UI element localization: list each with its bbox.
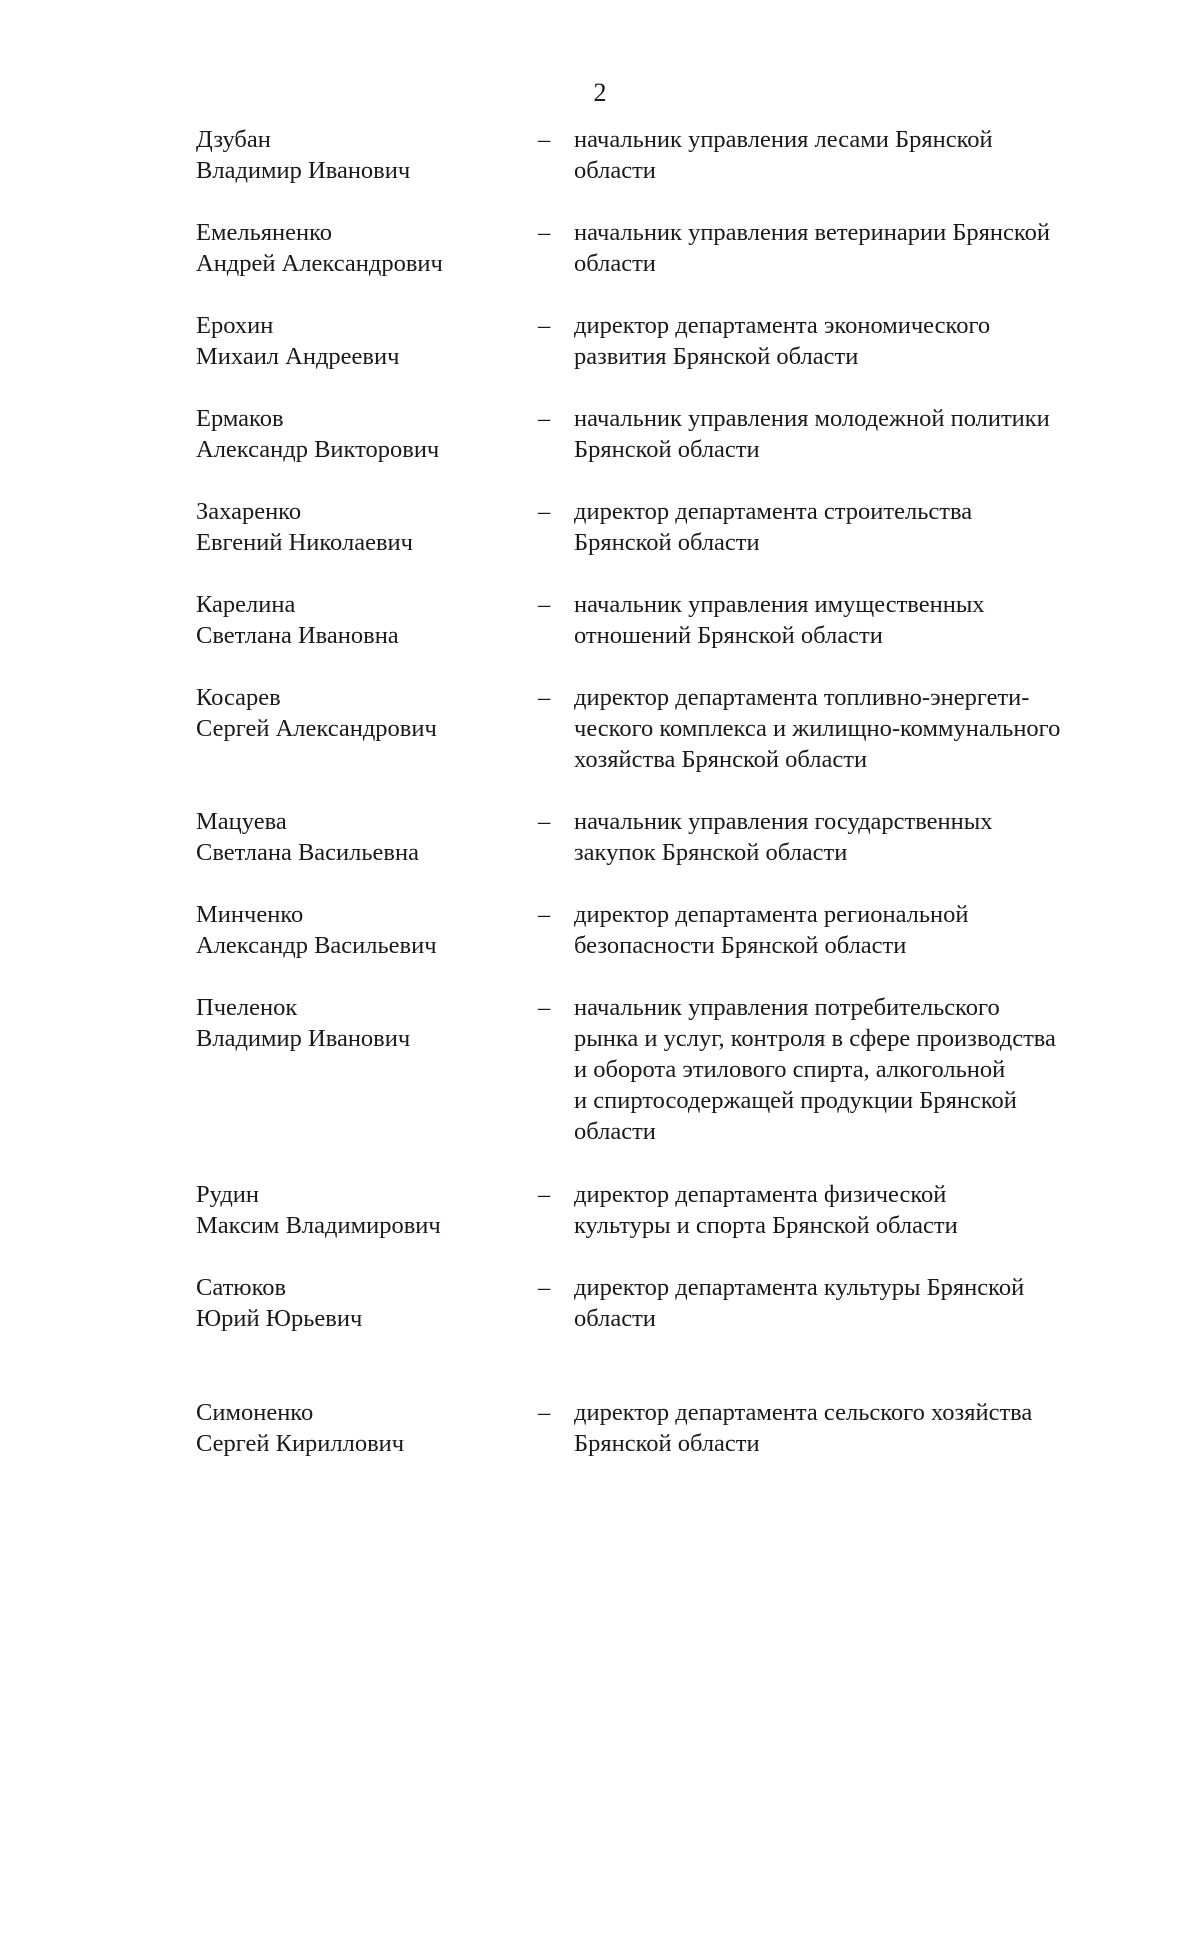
position-title bbox=[574, 589, 1114, 651]
surname: Емельяненко bbox=[196, 219, 333, 246]
position-title bbox=[574, 1179, 1114, 1241]
dash-separator: – bbox=[538, 312, 551, 339]
position-line: и спиртосодержащей продукции Брянской bbox=[574, 1087, 1017, 1114]
dash-separator: – bbox=[538, 1274, 551, 1301]
position-line: закупок Брянской области bbox=[574, 839, 848, 866]
person-name bbox=[196, 496, 526, 558]
person-name bbox=[196, 1272, 526, 1334]
dash-separator: – bbox=[538, 684, 551, 711]
surname: Ерохин bbox=[196, 312, 274, 339]
given-names: Владимир Иванович bbox=[196, 1025, 411, 1052]
given-names: Александр Викторович bbox=[196, 436, 440, 463]
person-name bbox=[196, 1397, 526, 1459]
dash-separator: – bbox=[538, 405, 551, 432]
given-names: Светлана Васильевна bbox=[196, 839, 419, 866]
given-names: Михаил Андреевич bbox=[196, 343, 400, 370]
position-line: области bbox=[574, 157, 656, 184]
position-line: отношений Брянской области bbox=[574, 622, 883, 649]
position-line: Брянской области bbox=[574, 1430, 760, 1457]
position-line: директор департамента сельского хозяйства bbox=[574, 1399, 1033, 1426]
dash-separator: – bbox=[538, 808, 551, 835]
dash-separator: – bbox=[538, 1399, 551, 1426]
position-line: Брянской области bbox=[574, 529, 760, 556]
position-title bbox=[574, 310, 1114, 372]
position-title bbox=[574, 1397, 1114, 1459]
position-line: ческого комплекса и жилищно-коммунального bbox=[574, 715, 1061, 742]
position-line: начальник управления государственных bbox=[574, 808, 993, 835]
position-line: начальник управления ветеринарии Брянской bbox=[574, 219, 1050, 246]
position-title bbox=[574, 1272, 1114, 1334]
person-name bbox=[196, 992, 526, 1054]
dash-separator: – bbox=[538, 901, 551, 928]
given-names: Сергей Александрович bbox=[196, 715, 437, 742]
surname: Минченко bbox=[196, 901, 304, 928]
given-names: Максим Владимирович bbox=[196, 1212, 441, 1239]
position-line: области bbox=[574, 1305, 656, 1332]
position-line: директор департамента экономического bbox=[574, 312, 991, 339]
position-title bbox=[574, 806, 1114, 868]
given-names: Евгений Николаевич bbox=[196, 529, 413, 556]
position-title bbox=[574, 992, 1114, 1147]
surname: Сатюков bbox=[196, 1274, 287, 1301]
position-line: области bbox=[574, 1118, 656, 1145]
surname: Пчеленок bbox=[196, 994, 298, 1021]
dash-separator: – bbox=[538, 994, 551, 1021]
surname: Ермаков bbox=[196, 405, 284, 432]
position-line: директор департамента строительства bbox=[574, 498, 973, 525]
person-name bbox=[196, 1179, 526, 1241]
position-line: и оборота этилового спирта, алкогольной bbox=[574, 1056, 1006, 1083]
given-names: Светлана Ивановна bbox=[196, 622, 399, 649]
surname: Карелина bbox=[196, 591, 296, 618]
position-title bbox=[574, 682, 1114, 775]
surname: Захаренко bbox=[196, 498, 302, 525]
position-title bbox=[574, 899, 1114, 961]
given-names: Юрий Юрьевич bbox=[196, 1305, 363, 1332]
position-line: культуры и спорта Брянской области bbox=[574, 1212, 958, 1239]
position-title bbox=[574, 217, 1114, 279]
dash-separator: – bbox=[538, 498, 551, 525]
given-names: Сергей Кириллович bbox=[196, 1430, 405, 1457]
person-name bbox=[196, 589, 526, 651]
position-line: начальник управления имущественных bbox=[574, 591, 985, 618]
position-line: области bbox=[574, 250, 656, 277]
position-line: начальник управления лесами Брянской bbox=[574, 126, 993, 153]
given-names: Александр Васильевич bbox=[196, 932, 437, 959]
given-names: Андрей Александрович bbox=[196, 250, 443, 277]
surname: Косарев bbox=[196, 684, 281, 711]
person-name bbox=[196, 899, 526, 961]
person-name bbox=[196, 806, 526, 868]
surname: Дзубан bbox=[196, 126, 271, 153]
position-line: начальник управления потребительского bbox=[574, 994, 1000, 1021]
dash-separator: – bbox=[538, 126, 551, 153]
position-line: Брянской области bbox=[574, 436, 760, 463]
person-name bbox=[196, 217, 526, 279]
position-line: директор департамента топливно-энергети- bbox=[574, 684, 1030, 711]
position-title bbox=[574, 403, 1114, 465]
person-name bbox=[196, 310, 526, 372]
position-line: рынка и услуг, контроля в сфере производства bbox=[574, 1025, 1056, 1052]
person-name bbox=[196, 124, 526, 186]
surname: Рудин bbox=[196, 1181, 260, 1208]
position-line: хозяйства Брянской области bbox=[574, 746, 868, 773]
position-line: развития Брянской области bbox=[574, 343, 859, 370]
position-line: начальник управления молодежной политики bbox=[574, 405, 1050, 432]
position-line: безопасности Брянской области bbox=[574, 932, 907, 959]
position-line: директор департамента физической bbox=[574, 1181, 947, 1208]
person-name bbox=[196, 682, 526, 744]
page-number: 2 bbox=[593, 78, 607, 107]
person-name bbox=[196, 403, 526, 465]
dash-separator: – bbox=[538, 1181, 551, 1208]
dash-separator: – bbox=[538, 591, 551, 618]
dash-separator: – bbox=[538, 219, 551, 246]
position-line: директор департамента региональной bbox=[574, 901, 969, 928]
surname: Мацуева bbox=[196, 808, 287, 835]
position-line: директор департамента культуры Брянской bbox=[574, 1274, 1025, 1301]
surname: Симоненко bbox=[196, 1399, 314, 1426]
position-title bbox=[574, 124, 1114, 186]
position-title bbox=[574, 496, 1114, 558]
given-names: Владимир Иванович bbox=[196, 157, 411, 184]
